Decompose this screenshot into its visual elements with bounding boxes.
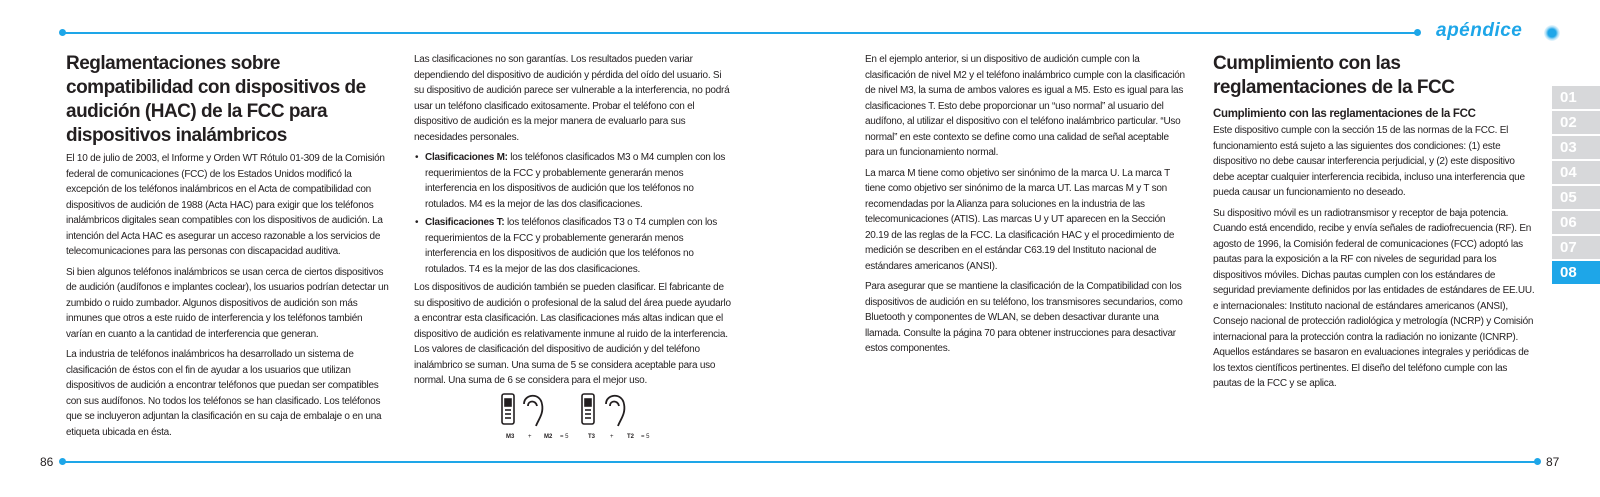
tab-04[interactable]: 04 — [1552, 161, 1600, 184]
header-glow-dot — [1544, 25, 1560, 41]
bullet-label-m: Clasificaciones M: — [425, 152, 508, 163]
hac-paragraph-2: Si bien algunos teléfonos inalámbricos se usan cerca de ciertos dispositivos de audición (audífonos e implantes coclear), los usuarios podrían detectar un zumbido o ruido zumbador. Algunos dispositivos de audición son más inmunes que otros a este ruido de interferencia y los teléfonos también varían en cuanto a la cantidad de interferencia que generan. — [66, 266, 389, 340]
hearing-aid-icon — [524, 396, 542, 426]
column-2 — [414, 52, 732, 394]
tab-05[interactable]: 05 — [1552, 186, 1600, 209]
marks-paragraph: La marca M tiene como objetivo ser sinónimo de la marca U. La marca T tiene como objetivo ser sinónimo de la marca UT. Las marcas M y T son recomendadas por la Alianza para soluciones en la industria de las telecomunicaciones (ATIS). Las marcas U y UT aparecen en la Sección 20.19 de las reglas de la FCC. La clasificación HAC y el procedimiento de medición se describen en el estándar C63.19 del Instituto nacional de estándares americanos (ANSI). — [865, 167, 1175, 272]
figure-label-t-phone: T3 — [588, 434, 596, 440]
page-number-right: 87 — [1546, 455, 1560, 469]
figure-label-m-aid: M2 — [544, 434, 553, 440]
ratings-paragraph: Las clasificaciones no son garantías. Los resultados pueden variar dependiendo del dispositivo de audición y pérdida del oído del usuario. Si su dispositivo de audición parece ser vulnerable a la interferencia, no podrá usar un teléfono clasificado exitosamente. Probar el teléfono con el dispositivo de audición es la mejor manera de evaluarlo para sus necesidades personales. — [414, 54, 730, 143]
hac-paragraph-1: El 10 de julio de 2003, el Informe y Orden WT Rótulo 01-309 de la Comisión federal de comunicaciones (FCC) de los Estados Unidos modificó la excepción de los teléfonos inalámbricos en el Acta de compatibilidad con dispositivos de audición de 1988 (Acta HAC) para exigir que los teléfonos inalámbricos digitales sean compatibles con los dispositivos de audición. La intención del Acta HAC es asegurar un acceso razonable a los servicios de telecomunicaciones para las personas con discapacidad auditiva. — [66, 153, 385, 257]
column-1 — [66, 52, 391, 445]
fcc-title: Cumplimiento con las reglamentaciones de la FCC — [1213, 53, 1455, 98]
tab-07[interactable]: 07 — [1552, 236, 1600, 259]
tab-06[interactable]: 06 — [1552, 211, 1600, 234]
phone-icon — [502, 394, 514, 424]
page-number-left: 86 — [40, 455, 54, 469]
column-3 — [865, 52, 1187, 362]
tab-01[interactable]: 01 — [1552, 86, 1600, 109]
fcc-paragraph-1: Este dispositivo cumple con la sección 15 de las normas de la FCC. El funcionamiento está sujeto a las siguientes dos condiciones: (1) este dispositivo no debe causar interferencia perjudicial, y (2) este dispositivo debe aceptar cualquier interferencia recibida, incluso una interferencia que pueda causar un funcionamiento no deseado. — [1213, 125, 1525, 198]
figure-label-plus: + — [610, 434, 614, 440]
phone-icon — [582, 394, 594, 424]
list-item — [414, 150, 732, 212]
rating-sum-figure — [498, 390, 658, 440]
tab-02[interactable]: 02 — [1552, 111, 1600, 134]
fcc-subtitle: Cumplimiento con las reglamentaciones de la FCC — [1213, 108, 1476, 120]
figure-label-plus: + — [528, 434, 532, 440]
header-rule — [62, 32, 1417, 34]
footer-rule — [62, 461, 1537, 463]
figure-label-m-phone: M3 — [506, 434, 515, 440]
header-rule-dot — [1414, 29, 1421, 36]
header-rule-dot — [59, 29, 66, 36]
bluetooth-paragraph: Para asegurar que se mantiene la clasificación de la Compatibilidad con los dispositivos de audición en su teléfono, los transmisores secundarios, como Bluetooth y componentes de WLAN, se deben desactivar durante una llamada. Consulte la página 70 para obtener instrucciones para desactivar estos componentes. — [865, 281, 1183, 354]
hac-title: Reglamentaciones sobre compatibilidad con dispositivos de audición (HAC) de la FCC para dispositivos inalámbricos — [66, 53, 366, 146]
section-label: apéndice — [1436, 20, 1523, 41]
ratings-list — [414, 150, 732, 277]
figure-label-sum-m: = 5 — [560, 434, 569, 440]
chapter-tabs — [1552, 86, 1600, 286]
hearing-aid-icon — [606, 396, 624, 426]
tab-03[interactable]: 03 — [1552, 136, 1600, 159]
footer-rule-dot — [59, 458, 66, 465]
fcc-paragraph-2: Su dispositivo móvil es un radiotransmisor y receptor de baja potencia. Cuando está encendido, recibe y envía señales de radiofrecuencia (RF). En agosto de 1996, la Comisión federal de comunicaciones (FCC) adoptó las pautas para la exposición a la RF con niveles de seguridad para los dispositivos móviles. Dichas pautas cumplen con los estándares de seguridad previamente definidos por las entidades de estándares de EE.UU. e internacionales: Instituto nacional de estándares americanos (ANSI), Consejo nacional de protección radiológica y metrología (NCRP) y Comisión internacional para la protección contra la radiación no ionizante (ICNRP). Aquellos estándares se basaron en evaluaciones integrales y periódicas de los textos científicos pertinentes. El diseño del teléfono cumple con las pautas de la FCC y se aplica. — [1213, 207, 1535, 389]
figure-label-sum-t: = 5 — [641, 434, 650, 440]
hac-paragraph-3: La industria de teléfonos inalámbricos ha desarrollado un sistema de clasificación de éstos con el fin de ayudar a los usuarios que utilizan dispositivos de audición a encontrar teléfonos que puedan ser compatibles con sus audífonos. No todos los teléfonos se han clasificado. Los teléfonos que se incluyeron adjuntan la clasificación en su caja de embalaje o en una etiqueta ubicada en ésta. — [66, 349, 382, 438]
bullet-text-t: los teléfonos clasificados T3 o T4 cumplen con los requerimientos de la FCC y probablemente generarán menos interferencia en los dispositivos de audición que los teléfonos no rotulados. T4 es la mejor de las dos clasificaciones. — [425, 217, 717, 275]
figure-label-t-aid: T2 — [627, 434, 635, 440]
list-item — [414, 215, 732, 277]
column-4 — [1213, 52, 1535, 397]
bullet-label-t: Clasificaciones T: — [425, 217, 505, 228]
example-paragraph: En el ejemplo anterior, si un dispositivo de audición cumple con la clasificación de nivel M2 y el teléfono inalámbrico cumple con la clasificación de nivel M3, la suma de ambos valores es igual a M5. Esto es igual para las clasificaciones T. Esto debe proporcionar un “uso normal” al usuario del audífono, al utilizar el dispositivo con el teléfono inalámbrico particular. “Uso normal” en este contexto se define como una calidad de señal aceptable para un funcionamiento normal. — [865, 54, 1185, 158]
footer-rule-dot — [1534, 458, 1541, 465]
hearing-device-paragraph: Los dispositivos de audición también se pueden clasificar. El fabricante de su dispositivo de audición o profesional de la salud del área puede ayudarlo a encontrar esta clasificación. Las clasificaciones más altas indican que el dispositivo de audición es relativamente inmune al ruido de la interferencia. Los valores de clasificación del dispositivo de audición y del teléfono inalámbrico se suman. Una suma de 5 se considera aceptable para uso normal. Una suma de 6 se considera para el mejor uso. — [414, 282, 731, 386]
bullet-text-m: los teléfonos clasificados M3 o M4 cumplen con los requerimientos de la FCC y probablemente generarán menos interferencia en los dispositivos de audición que los teléfonos no rotulados. M4 es la mejor de las dos clasificaciones. — [425, 152, 726, 210]
tab-08[interactable]: 08 — [1552, 261, 1600, 284]
